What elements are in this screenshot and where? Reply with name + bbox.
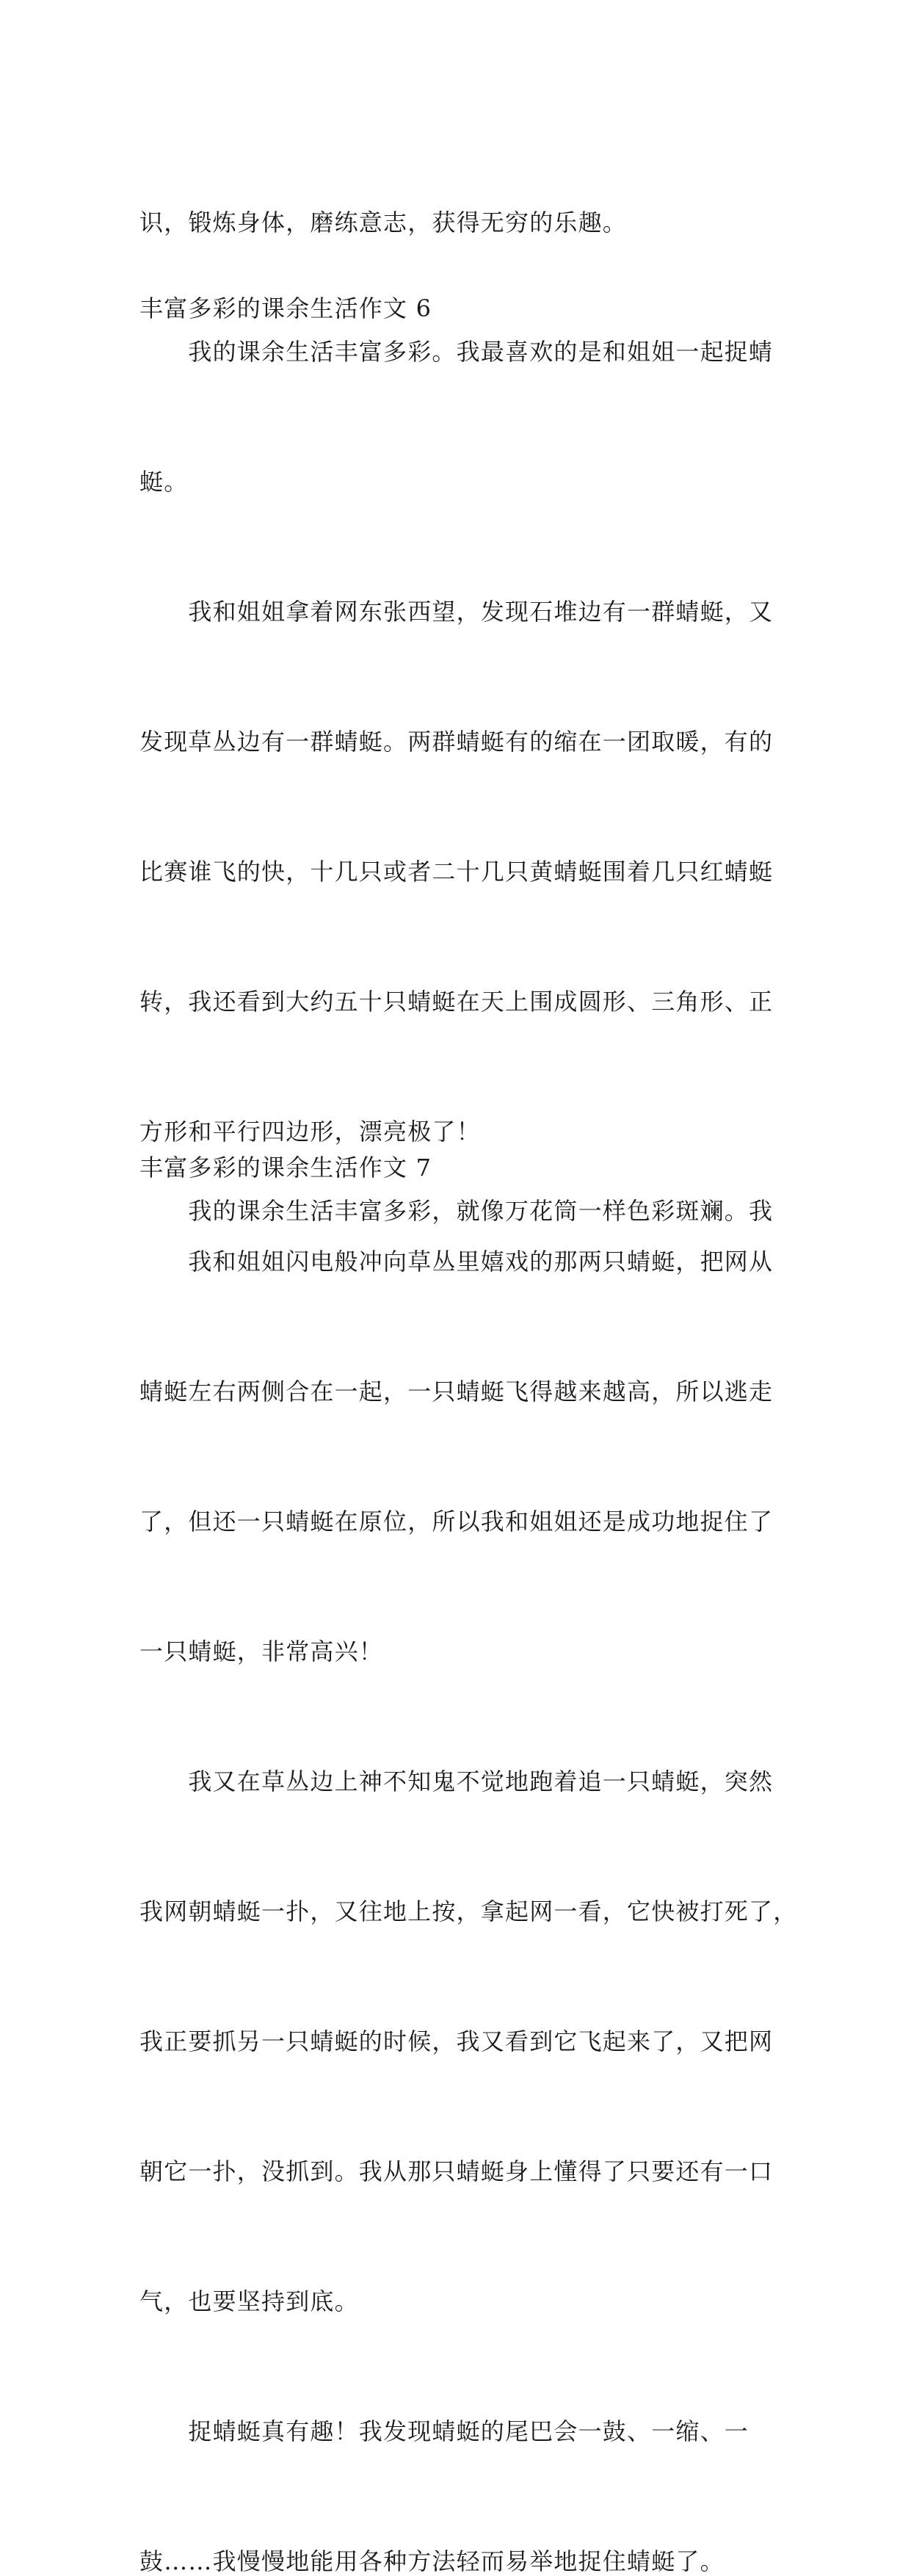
text-line: 我正要抓另一只蜻蜓的时候，我又看到它飞起来了，又把网	[139, 2027, 774, 2055]
text-line: 蜓。	[139, 468, 189, 496]
text-line: 了，但还一只蜻蜓在原位，所以我和姐姐还是成功地捉住了	[139, 1508, 774, 1535]
text-line: 我和姐姐闪电般冲向草丛里嬉戏的那两只蜻蜓，把网从	[139, 1248, 774, 1276]
text-line: 气，也要坚持到底。	[139, 2287, 359, 2315]
section-heading: 丰富多彩的课余生活作文 7	[139, 1154, 432, 1182]
text-line: 方形和平行四边形，漂亮极了！	[139, 1118, 481, 1146]
text-line: 鼓……我慢慢地能用各种方法轻而易举地捉住蜻蜓了。	[139, 2547, 725, 2575]
text-line: 一只蜻蜓，非常高兴！	[139, 1638, 384, 1665]
text-line: 比赛谁飞的快，十几只或者二十几只黄蜻蜓围着几只红蜻蜓	[139, 858, 774, 886]
essay-7-body	[139, 1103, 774, 1320]
essay-6-body	[139, 244, 798, 2576]
text-line: 我网朝蜻蜓一扑，又往地上按，拿起网一看，它快被打死了，	[139, 1897, 798, 1925]
text-line: 朝它一扑，没抓到。我从那只蜻蜓身上懂得了只要还有一口	[139, 2157, 774, 2185]
text-line: 我的课余生活丰富多彩。我最喜欢的是和姐姐一起捉蜻	[139, 338, 774, 366]
text-line: 发现草丛边有一群蜻蜓。两群蜻蜓有的缩在一团取暖，有的	[139, 728, 774, 756]
text-line: 识，锻炼身体，磨练意志，获得无穷的乐趣。	[139, 209, 628, 236]
text-line: 我和姐姐拿着网东张西望，发现石堆边有一群蜻蜓，又	[139, 598, 774, 626]
text-line: 蜻蜓左右两侧合在一起，一只蜻蜓飞得越来越高，所以逃走	[139, 1378, 774, 1405]
text-line: 我又在草丛边上神不知鬼不觉地跑着追一只蜻蜓，突然	[139, 1768, 774, 1795]
text-line: 捉蜻蜓真有趣！我发现蜻蜓的尾巴会一鼓、一缩、一	[139, 2417, 750, 2445]
section-heading: 丰富多彩的课余生活作文 6	[139, 294, 432, 322]
text-line: 我的课余生活丰富多彩，就像万花筒一样色彩斑斓。我	[139, 1197, 774, 1225]
text-line: 转，我还看到大约五十只蜻蜓在天上围成圆形、三角形、正	[139, 988, 774, 1016]
